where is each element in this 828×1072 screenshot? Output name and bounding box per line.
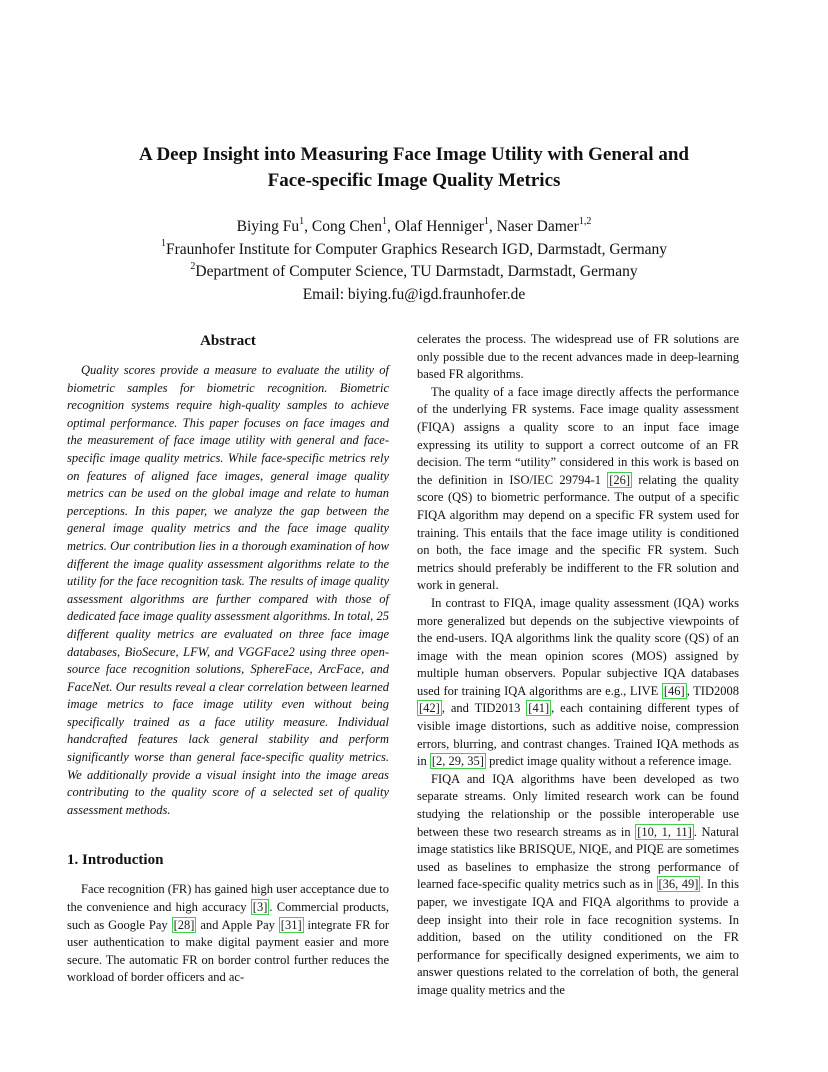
citation-link[interactable]: [2, 29, 35] bbox=[431, 754, 484, 769]
author-affiliation-mark: 1 bbox=[299, 215, 305, 227]
paragraph-text: integrate FR for user authentication to make digital payment easier and more secure. The automatic FR on border control further reduces the workload of border officers and ac- bbox=[67, 917, 389, 985]
paragraph-text: relating the quality score (QS) to biometric performance. The output of a specific FIQA algorithm may depend on a specific FR system used for training. This entails that the face image utility is conditioned on both, the face image and the specific FR system. Such metrics should preferably be indifferent to the FR solution and work in general. bbox=[417, 472, 739, 593]
affiliation-mark: 2 bbox=[190, 260, 196, 272]
paragraph-text: . Natural image statistics like BRISQUE, NIQE, and PIQE are sometimes used as baselines to emphasize the strong performance of learned face-specific quality metrics such as in bbox=[417, 824, 739, 892]
intro-paragraph-1-continued bbox=[417, 331, 739, 384]
affiliation-2 bbox=[80, 261, 748, 284]
paragraph-text: , and TID2013 bbox=[441, 701, 527, 716]
paragraph-text: FIQA and IQA algorithms have been developed as two separate streams. Only limited research work can be found studying the relationship or the possible interoperable use between these two research streams as in bbox=[417, 771, 739, 839]
right-column bbox=[417, 331, 739, 1000]
affiliation-text: Department of Computer Science, TU Darmstadt, Darmstadt, Germany bbox=[195, 263, 638, 280]
citation-link[interactable]: [36, 49] bbox=[658, 877, 699, 892]
author-affiliation-mark: 1 bbox=[382, 215, 388, 227]
paragraph-text: In contrast to FIQA, image quality assessment (IQA) works more generalized but depends on the subjective viewpoints of the end-users. IQA algorithms link the quality score (QS) of an image with the mean opinion scores (MOS) assigned by multiple human observers. Popular subjective IQA databases used for training IQA algorithms are e.g., LIVE bbox=[417, 595, 739, 698]
citation-link[interactable]: [31] bbox=[280, 917, 302, 932]
title-line-2: Face-specific Image Quality Metrics bbox=[267, 170, 561, 191]
paragraph-text: , each containing different types of visible image distortions, such as additive noise, compression errors, blurring, and contrast changes. Trained IQA methods as in bbox=[417, 701, 739, 769]
paragraph-text: The quality of a face image directly affects the performance of the underlying FR systems. Face image quality assessment (FIQA) assigns a quality score to an input face image expressing its utility to support a correct outcome of an FR decision. The term “utility” considered in this work is based on the definition in ISO/IEC 29794-1 bbox=[417, 384, 739, 487]
intro-paragraph-1 bbox=[67, 881, 389, 987]
author-name: Biying Fu bbox=[236, 218, 300, 235]
author-name: Naser Damer bbox=[496, 218, 579, 235]
citation-link[interactable]: [28] bbox=[173, 917, 195, 932]
paragraph-text: predict image quality without a reference image. bbox=[485, 754, 732, 769]
section-heading-introduction: 1. Introduction bbox=[67, 852, 164, 869]
author-affiliation-mark: 1 bbox=[483, 215, 489, 227]
affiliation-text: Fraunhofer Institute for Computer Graphics Research IGD, Darmstadt, Germany bbox=[165, 240, 668, 258]
paragraph-text: celerates the process. The widespread use of FR solutions are only possible due to the recent advances made in deep-learning based FR algorithms. bbox=[417, 332, 739, 382]
citation-link[interactable]: [42] bbox=[419, 701, 440, 716]
author-email: Email: biying.fu@igd.fraunhofer.de bbox=[302, 285, 526, 303]
affiliation-1 bbox=[80, 239, 748, 262]
left-column bbox=[67, 330, 389, 987]
intro-paragraph-2 bbox=[417, 384, 739, 595]
citation-link[interactable]: [26] bbox=[609, 472, 631, 487]
paper-title bbox=[80, 142, 748, 194]
author-affiliation-mark: 1,2 bbox=[578, 215, 592, 227]
paragraph-text: . Commercial products, such as Google Pay bbox=[67, 900, 389, 932]
title-line-1: A Deep Insight into Measuring Face Image Utility with General and bbox=[139, 144, 689, 165]
abstract-heading: Abstract bbox=[200, 333, 256, 349]
affiliation-mark: 1 bbox=[160, 238, 166, 250]
paragraph-text: . In this paper, we investigate IQA and FIQA algorithms to provide a deep insight into their role in face recognition systems. In addition, based on the utility conditioned on the FR performance for specifically designed experiments, we aim to answer questions related to the correlation of both, the general image quality metrics and the bbox=[417, 877, 739, 997]
paragraph-text: and Apple Pay bbox=[196, 917, 279, 932]
author-name: Olaf Henniger bbox=[394, 218, 484, 235]
author-block bbox=[80, 216, 748, 306]
abstract-text: Quality scores provide a measure to evaluate the utility of biometric samples for biometric recognition. Biometric recognition systems require high-quality samples to achieve optimal performance. This paper focuses on face images and the measurement of face image utility with general and face-specific image quality metrics. While face-specific metrics rely on features of aligned face images, general image quality metrics can be used on the global image and relate to human perceptions. In this paper, we analyze the gap between the general image quality metrics and the face image quality metrics. Our contribution lies in a thorough examination of how different the image quality assessment algorithms relate to the utility for the face recognition task. The results of image quality assessment algorithms are further compared with those of dedicated face image quality assessment algorithms. In total, 25 different quality metrics are evaluated on three face image databases, BioSecure, LFW, and VGGFace2 using three open-source face recognition solutions, SphereFace, ArcFace, and FaceNet. Our results reveal a clear correlation between learned image metrics to face image utility even without being specifically trained as a face utility measure. Individual handcrafted features lack general stability and perform significantly worse than general face-specific quality metrics. We additionally provide a visual insight into the image areas contributing to the quality score of a selected set of quality assessment methods. bbox=[67, 363, 389, 817]
intro-paragraph-4 bbox=[417, 771, 739, 1000]
author-name: Cong Chen bbox=[311, 218, 383, 235]
citation-link[interactable]: [46] bbox=[663, 683, 685, 698]
citation-link[interactable]: [10, 1, 11] bbox=[637, 824, 692, 839]
citation-link[interactable]: [41] bbox=[528, 701, 550, 716]
intro-paragraph-3 bbox=[417, 595, 739, 771]
citation-link[interactable]: [3] bbox=[252, 900, 268, 915]
paragraph-text: , TID2008 bbox=[686, 683, 739, 698]
paragraph-text: Face recognition (FR) has gained high user acceptance due to the convenience and high accuracy bbox=[67, 882, 389, 915]
author-list: Biying Fu$^1$, Cong Chen$^1$, Olaf Henniger$^1$, Naser Damer$^{1,2}$ bbox=[236, 215, 592, 235]
